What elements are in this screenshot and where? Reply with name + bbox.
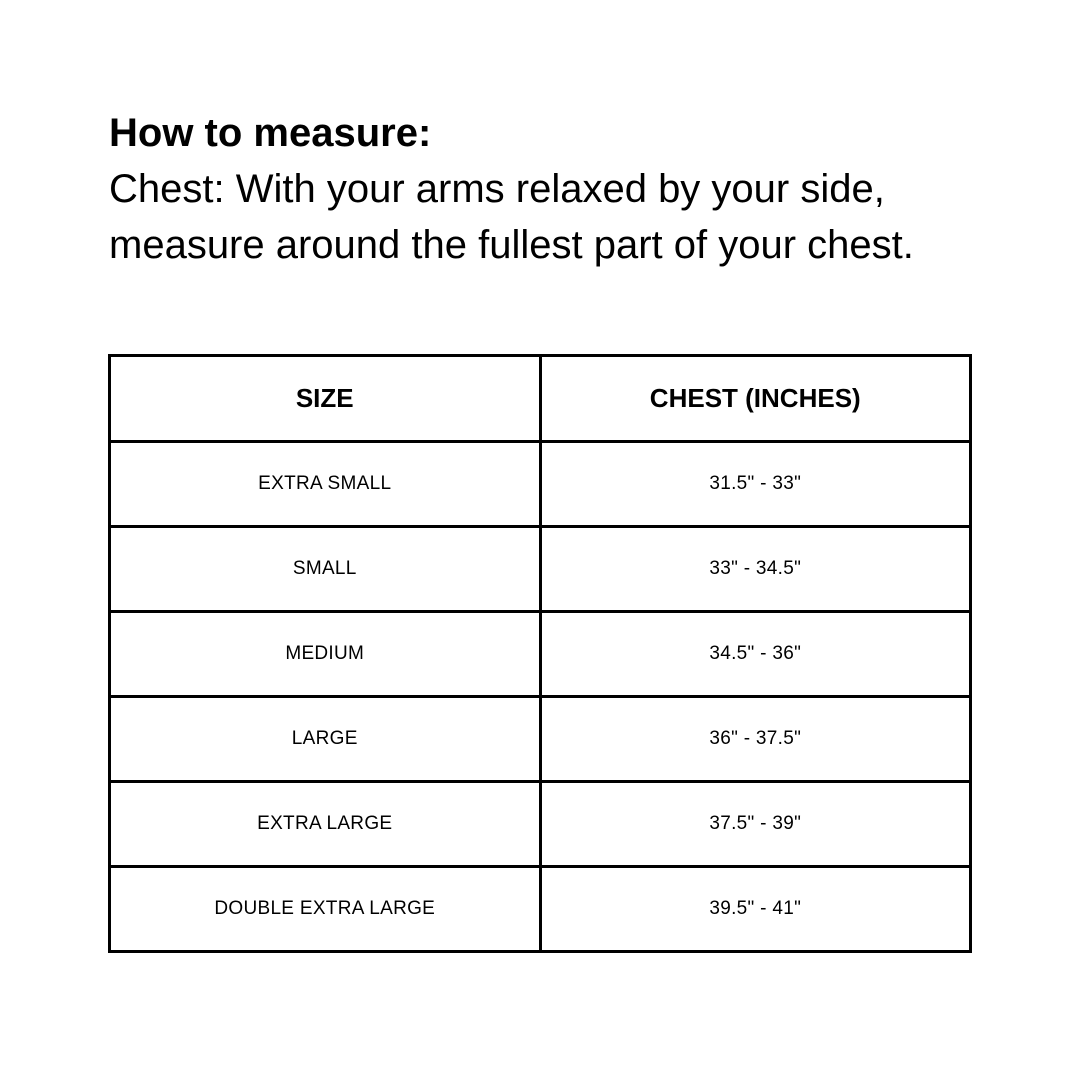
size-chart-table	[108, 354, 972, 953]
size-cell: EXTRA LARGE	[110, 782, 541, 867]
size-cell: LARGE	[110, 697, 541, 782]
table-row	[110, 612, 971, 697]
table-row	[110, 697, 971, 782]
table-header-row	[110, 356, 971, 442]
chest-cell: 39.5" - 41"	[540, 867, 971, 952]
chest-column-header: CHEST (INCHES)	[540, 356, 971, 442]
page-title: How to measure:	[109, 111, 432, 155]
size-cell: MEDIUM	[110, 612, 541, 697]
chest-cell: 37.5" - 39"	[540, 782, 971, 867]
table-row	[110, 867, 971, 952]
measure-guide	[109, 108, 971, 273]
chest-instructions: Chest: With your arms relaxed by your side, measure around the fullest part of your chest.	[109, 167, 914, 267]
chest-cell: 36" - 37.5"	[540, 697, 971, 782]
size-column-header: SIZE	[110, 356, 541, 442]
table-row	[110, 442, 971, 527]
chest-cell: 33" - 34.5"	[540, 527, 971, 612]
size-cell: EXTRA SMALL	[110, 442, 541, 527]
table-row	[110, 527, 971, 612]
size-cell: SMALL	[110, 527, 541, 612]
chest-cell: 34.5" - 36"	[540, 612, 971, 697]
chest-cell: 31.5" - 33"	[540, 442, 971, 527]
size-cell: DOUBLE EXTRA LARGE	[110, 867, 541, 952]
table-row	[110, 782, 971, 867]
